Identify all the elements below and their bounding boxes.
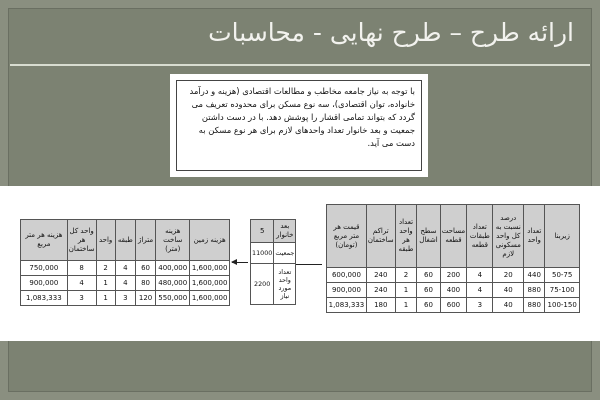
table-cell: 600 xyxy=(440,298,467,313)
table-cell: 200 xyxy=(440,268,467,283)
arrow-mid-to-left xyxy=(232,262,248,263)
table-cell: 240 xyxy=(366,268,395,283)
table-cell: 8 xyxy=(67,261,96,276)
header-total-units: واحد کل هر ساختمان xyxy=(67,220,96,261)
table-cell: 100-150 xyxy=(545,298,580,313)
household-table xyxy=(250,219,296,305)
table-cell: 20 xyxy=(493,268,524,283)
header-density: تراکم ساختمان xyxy=(366,205,395,268)
cost-table xyxy=(20,219,230,306)
table-cell: تعداد واحد مورد نیاز xyxy=(274,264,296,305)
table-row xyxy=(21,261,230,276)
table-cell: 4 xyxy=(467,268,493,283)
table-cell: 400,000 xyxy=(156,261,190,276)
table-cell: 3 xyxy=(67,291,96,306)
description-text: با توجه به نیاز جامعه مخاطب و مطالعات اقتصادی (هزینه و درآمد خانواده، توان اقتصادی)، سه نوع مسکن برای محدوده تعریف می گردد که بتواند تمامی اقشار را پوشش دهد. با در دست داشتن جمعیت و بعد خانوار تعداد واحدهای لازم برای هر نوع مسکن به دست می آید. xyxy=(176,80,422,171)
table-cell: 1 xyxy=(96,276,115,291)
table-cell: 2200 xyxy=(251,264,274,305)
title-divider xyxy=(10,64,590,66)
header-unit-count: تعداد واحد xyxy=(524,205,545,268)
table-cell: 880 xyxy=(524,298,545,313)
table-cell: 1,600,000 xyxy=(190,261,230,276)
table-cell: 880 xyxy=(524,283,545,298)
header-units-per-floor: تعداد واحد هر طبقه xyxy=(395,205,417,268)
table-row xyxy=(251,264,296,305)
table-cell: 3 xyxy=(467,298,493,313)
header-household-value: 5 xyxy=(251,220,274,243)
table-cell: 40 xyxy=(493,298,524,313)
table-cell: 80 xyxy=(135,276,155,291)
table-cell: 1,600,000 xyxy=(190,276,230,291)
header-price-sqm: قیمت هر متر مربع (تومان) xyxy=(327,205,367,268)
table-cell: 60 xyxy=(417,298,440,313)
slide-title: ارائه طرح – طرح نهایی - محاسبات xyxy=(208,18,574,47)
table-cell: 120 xyxy=(135,291,155,306)
table-cell: 400 xyxy=(440,283,467,298)
table-cell: 750,000 xyxy=(21,261,68,276)
table-cell: 4 xyxy=(467,283,493,298)
table-row xyxy=(327,268,580,283)
header-percent: درصد نسبت به کل واحد مسکونی لازم xyxy=(493,205,524,268)
table-cell: 900,000 xyxy=(21,276,68,291)
table-cell: 60 xyxy=(417,268,440,283)
housing-types-table xyxy=(326,204,580,313)
description-box xyxy=(170,74,428,177)
table-cell: 4 xyxy=(115,276,135,291)
table-cell: 2 xyxy=(395,268,417,283)
table-cell: 600,000 xyxy=(327,268,367,283)
header-area: زیربنا xyxy=(545,205,580,268)
table-cell: جمعیت xyxy=(274,243,296,264)
header-unit: واحد xyxy=(96,220,115,261)
header-plot-area: مساحت قطعه xyxy=(440,205,467,268)
table-cell: 40 xyxy=(493,283,524,298)
header-cost-sqm: هزینه هر متر مربع xyxy=(21,220,68,261)
table-cell: 1 xyxy=(395,283,417,298)
header-household-size: بعد خانوار xyxy=(274,220,296,243)
table-cell: 3 xyxy=(115,291,135,306)
table-cell: 480,000 xyxy=(156,276,190,291)
table-cell: 1 xyxy=(96,291,115,306)
table-cell: 4 xyxy=(67,276,96,291)
table-cell: 50-75 xyxy=(545,268,580,283)
header-land-cost: هزینه زمین xyxy=(190,220,230,261)
header-floor: طبقه xyxy=(115,220,135,261)
table-cell: 4 xyxy=(115,261,135,276)
table-cell: 1,600,000 xyxy=(190,291,230,306)
table-row xyxy=(327,298,580,313)
header-area: متراژ xyxy=(135,220,155,261)
table-cell: 180 xyxy=(366,298,395,313)
table-cell: 1 xyxy=(395,298,417,313)
table-cell: 240 xyxy=(366,283,395,298)
table-cell: 75-100 xyxy=(545,283,580,298)
table-row xyxy=(21,291,230,306)
header-occupancy: سطح اشغال xyxy=(417,205,440,268)
header-floors: تعداد طبقات قطعه xyxy=(467,205,493,268)
table-cell: 440 xyxy=(524,268,545,283)
table-row xyxy=(251,243,296,264)
table-row xyxy=(327,283,580,298)
table-cell: 1,083,333 xyxy=(21,291,68,306)
table-cell: 60 xyxy=(135,261,155,276)
header-build-cost: هزینه ساخت (متر) xyxy=(156,220,190,261)
table-cell: 550,000 xyxy=(156,291,190,306)
table-cell: 2 xyxy=(96,261,115,276)
table-cell: 900,000 xyxy=(327,283,367,298)
table-row xyxy=(21,276,230,291)
table-cell: 60 xyxy=(417,283,440,298)
table-cell: 1,083,333 xyxy=(327,298,367,313)
table-cell: 11000 xyxy=(251,243,274,264)
